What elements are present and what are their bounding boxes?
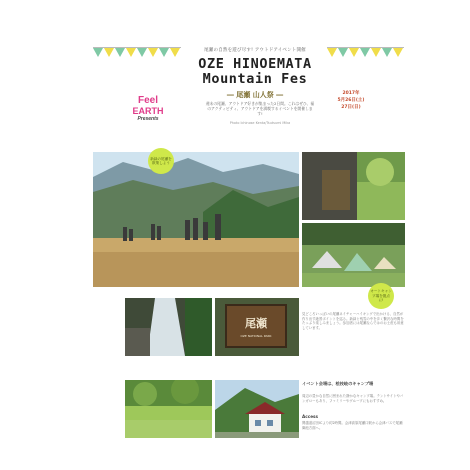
kicker-text: 尾瀬の自然を遊び尽す! アウトドアイベント開催 <box>204 48 306 53</box>
page-title-line2: Mountain Fes <box>202 71 308 87</box>
date-day1: 5月26日(土) <box>337 98 365 103</box>
flag-icon <box>349 48 359 57</box>
venue-heading: イベント会場は、桧枝岐のキャンプ場 <box>302 381 374 386</box>
sign-photo <box>215 298 299 356</box>
access-heading: Access <box>302 414 319 419</box>
flag-icon <box>126 48 136 57</box>
flag-icon <box>148 48 158 57</box>
bunting-left <box>93 48 181 57</box>
feel-earth-logo <box>126 96 170 122</box>
sign-big-text: 尾瀬 <box>245 317 267 330</box>
page-title-line1: OZE HINOEMATA <box>198 56 312 72</box>
camp-badge: オートキャンプ場を拠点に! <box>368 283 394 309</box>
camp-photo <box>302 223 405 287</box>
flag-icon <box>137 48 147 57</box>
forest-photo <box>125 380 212 438</box>
hiking-badge: 新緑の尾瀬を散策しよう <box>148 148 174 174</box>
page-subtitle: ― 尾瀬 山人祭 ― <box>226 91 284 99</box>
access-caption: 関越道沼田ICより約2時間。会津高原尾瀬口駅から会津バスで尾瀬御池方面へ。 <box>302 421 403 430</box>
flag-icon <box>93 48 103 57</box>
flag-icon <box>371 48 381 57</box>
logo-line2: EARTH <box>132 106 164 116</box>
hiking-photo <box>93 152 299 287</box>
waterfall-photo <box>125 298 212 356</box>
trail-sign <box>225 304 287 348</box>
flag-icon <box>159 48 169 57</box>
lodge-photo <box>215 380 299 438</box>
flag-icon <box>115 48 125 57</box>
flag-icon <box>382 48 392 57</box>
logo-line3: Presents <box>137 116 159 122</box>
middle-caption: 見どころいっぱいの尾瀬ネイチャーハイキングで出かける、自然が作り出す絶景ポイントを巡る。新緑と残雪の中を歩く贅沢な時間をたっぷり楽しみましょう。参加者には尾瀬ならではのお土産も用意しています。 <box>302 312 404 330</box>
sign-small-text: OZE NATIONAL PARK <box>240 334 272 338</box>
intro-text: 週末の尾瀬、アウトドア好きが集まった2日間。これはぜひ、福のアクティビティ、アウトドアを満喫するイベントを開催します! <box>205 101 315 117</box>
photo-credit: Photo Ichinose Kenta/Tsutsumi Mika <box>229 121 291 125</box>
venue-caption: 周辺の豊かな自然に囲まれた静かなキャンプ場。テントサイトやバンガローもあり、ファミリーやグループにもおすすめ。 <box>302 394 404 403</box>
logo-line1: Feel <box>137 95 158 106</box>
flag-icon <box>104 48 114 57</box>
flag-icon <box>393 48 403 57</box>
event-date <box>331 90 371 110</box>
fishing-photo <box>302 152 405 220</box>
date-day2: 27日(日) <box>341 105 361 110</box>
date-year: 2017年 <box>342 91 360 96</box>
flag-icon <box>360 48 370 57</box>
